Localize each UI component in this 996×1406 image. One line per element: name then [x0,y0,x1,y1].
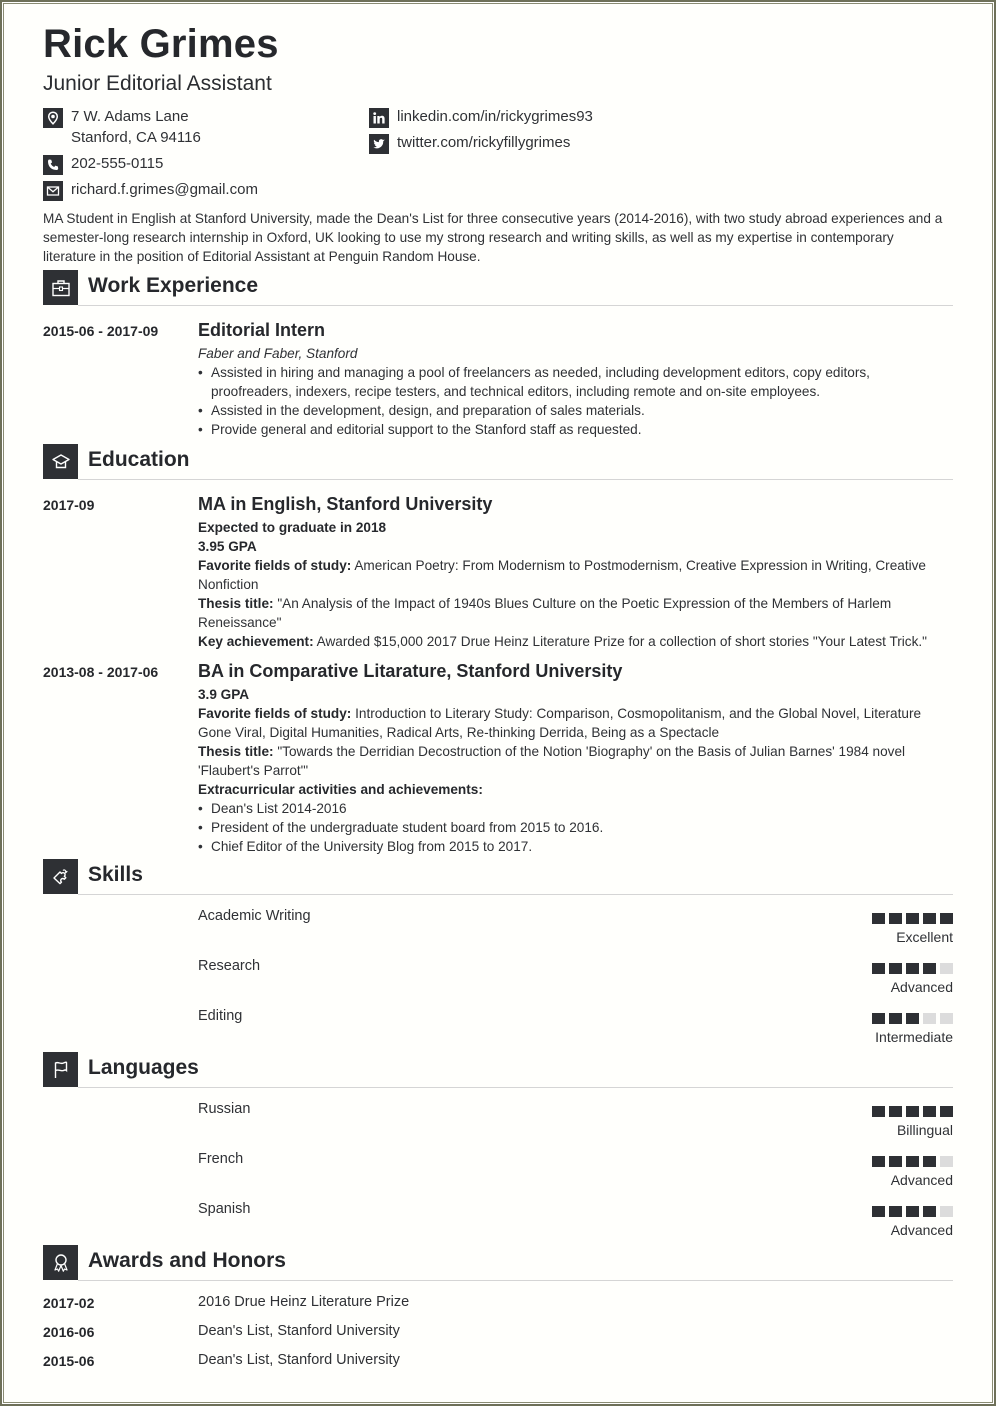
rating-square-filled [923,963,936,974]
skill-name: Editing [198,1008,243,1024]
section-divider [78,305,953,306]
language-level: Billingual [896,1122,953,1138]
rating-square-filled [923,1156,936,1167]
rating-square-filled [889,1156,902,1167]
rating-square-empty [940,963,953,974]
rating-square-filled [906,913,919,924]
education-fields [198,556,953,594]
award-title: Dean's List, Stanford University [198,1352,400,1368]
award-date: 2017-02 [43,1295,95,1311]
award-title: 2016 Drue Heinz Literature Prize [198,1294,410,1310]
section-title: Skills [88,863,143,886]
graduation-cap-icon [43,444,78,479]
fields-label: Favorite fields of study: [198,706,352,721]
puzzle-piece-icon [43,859,78,894]
rating-square-filled [889,913,902,924]
rating-square-empty [940,1206,953,1217]
extracurricular-item: • Chief Editor of the University Blog from 2015 to 2017. [198,837,953,856]
rating-square-filled [889,963,902,974]
work-entry [198,318,953,439]
skill-rating [871,913,953,945]
section-awards [43,1245,953,1281]
education-dates: 2013-08 - 2017-06 [43,664,159,680]
job-title: Junior Editorial Assistant [43,72,272,95]
work-position: Editorial Intern [198,320,326,340]
rating-square-filled [906,1156,919,1167]
thesis-label: Thesis title: [198,744,274,759]
section-work-experience [43,270,953,306]
thesis-value: "Towards the Derridian Decostruction of the Notion 'Biography' on the Basis of Julian Barnes' 1984 novel 'Flaubert's Parrot'" [198,744,906,778]
rating-dots [871,1106,953,1117]
education-entry [198,659,953,856]
skill-name: Academic Writing [198,908,311,924]
skill-name: Research [198,958,261,974]
education-thesis [198,742,953,780]
education-gpa: 3.9 GPA [198,687,250,702]
rating-square-filled [906,963,919,974]
education-degree: MA in English, Stanford University [198,494,493,514]
education-expected: Expected to graduate in 2018 [198,520,387,535]
fields-value: Introduction to Literary Study: Comparison, Cosmopolitanism, and the Global Novel, Literature Gone Viral, Digital Humanities, Radical Arts, Re-thinking Derrida, Being as a Spectacle [198,706,922,740]
rating-dots [871,963,953,974]
work-dates: 2015-06 - 2017-09 [43,323,159,339]
thesis-value: "An Analysis of the Impact of 1940s Blues Culture on the Poetic Expression of the Members of Harlem Reneissance" [198,596,892,630]
rating-square-filled [872,963,885,974]
envelope-icon [43,181,63,201]
work-bullet: • Provide general and editorial support to the Stanford staff as requested. [198,420,953,439]
language-level: Advanced [890,1222,953,1238]
rating-dots [871,1156,953,1167]
rating-square-filled [923,1106,936,1117]
skill-rating [871,963,953,995]
extracurricular-item: • President of the undergraduate student board from 2015 to 2016. [198,818,953,837]
skill-level: Excellent [896,929,953,945]
phone-number[interactable]: 202-555-0115 [71,155,164,172]
section-title: Education [88,448,190,471]
skill-rating [871,1013,953,1045]
section-education [43,444,953,480]
linkedin-link[interactable]: linkedin.com/in/rickygrimes93 [397,108,593,125]
achievement-label: Key achievement: [198,634,314,649]
work-bullets [198,363,953,439]
rating-square-filled [923,1206,936,1217]
phone-icon [43,155,63,175]
rating-square-filled [889,1013,902,1024]
education-degree: BA in Comparative Litarature, Stanford University [198,661,623,681]
rating-square-filled [889,1106,902,1117]
section-divider [78,1280,953,1281]
extracurricular-item: • Dean's List 2014-2016 [198,799,953,818]
section-title: Languages [88,1056,199,1079]
rating-square-filled [889,1206,902,1217]
twitter-link[interactable]: twitter.com/rickyfillygrimes [397,134,571,151]
work-company: Faber and Faber, Stanford [198,346,358,361]
address-line-2: Stanford, CA 94116 [71,129,201,146]
section-languages [43,1052,953,1088]
education-dates: 2017-09 [43,497,95,513]
language-name: Spanish [198,1201,251,1217]
rating-dots [871,1013,953,1024]
rating-square-filled [906,1013,919,1024]
work-bullet: • Assisted in hiring and managing a pool of freelancers as needed, including development editors, copy editors, proofreaders, indexers, recipe testers, and technical editors, including remote and on-site employees. [198,363,953,401]
rating-square-empty [940,1013,953,1024]
skill-level: Advanced [890,979,953,995]
rating-square-empty [923,1013,936,1024]
language-level: Advanced [890,1172,953,1188]
briefcase-icon [43,270,78,305]
section-divider [78,894,953,895]
section-skills [43,859,953,895]
education-achievement [198,632,953,651]
rating-dots [871,913,953,924]
linkedin-icon [369,108,389,128]
section-divider [78,1087,953,1088]
language-name: Russian [198,1101,251,1117]
work-bullet: • Assisted in the development, design, and preparation of sales materials. [198,401,953,420]
fields-label: Favorite fields of study: [198,558,352,573]
extracurricular-label: Extracurricular activities and achievements: [198,782,483,797]
skill-level: Intermediate [875,1029,953,1045]
section-divider [78,479,953,480]
rating-square-filled [872,1106,885,1117]
fields-value: American Poetry: From Modernism to Postmodernism, Creative Expression in Writing, Creative Nonfiction [198,558,926,592]
rating-square-filled [940,913,953,924]
rating-square-filled [906,1106,919,1117]
education-gpa: 3.95 GPA [198,539,257,554]
language-rating [871,1106,953,1138]
rating-dots [871,1206,953,1217]
email-address[interactable]: richard.f.grimes@gmail.com [71,181,258,198]
achievement-value: Awarded $15,000 2017 Drue Heinz Literature Prize for a collection of short stories "Your Latest Trick." [316,634,928,649]
rating-square-filled [906,1206,919,1217]
map-pin-icon [43,108,63,128]
education-thesis [198,594,953,632]
rating-square-filled [872,1013,885,1024]
address-line-1: 7 W. Adams Lane [71,108,189,125]
extracurricular-list [198,799,953,856]
section-title: Work Experience [88,274,259,297]
rating-square-empty [940,1156,953,1167]
rating-square-filled [923,913,936,924]
award-title: Dean's List, Stanford University [198,1323,400,1339]
language-name: French [198,1151,244,1167]
rating-square-filled [940,1106,953,1117]
award-date: 2016-06 [43,1324,95,1340]
education-entry [198,492,953,651]
rating-square-filled [872,1156,885,1167]
flag-icon [43,1052,78,1087]
education-fields [198,704,953,742]
language-rating [871,1156,953,1188]
thesis-label: Thesis title: [198,596,274,611]
candidate-name: Rick Grimes [43,22,279,66]
award-ribbon-icon [43,1245,78,1280]
profile-summary: MA Student in English at Stanford University, made the Dean's List for three consecutive years (2014-2016), with two study abroad experiences and a semester-long research internship in Oxford, UK looking to use my strong research and writing skills, as well as my expertise in contemporary literature in the position of Editorial Assistant at Penguin Random House. [43,211,943,264]
twitter-icon [369,134,389,154]
award-date: 2015-06 [43,1353,95,1369]
rating-square-filled [872,1206,885,1217]
rating-square-filled [872,913,885,924]
section-title: Awards and Honors [88,1249,286,1272]
language-rating [871,1206,953,1238]
